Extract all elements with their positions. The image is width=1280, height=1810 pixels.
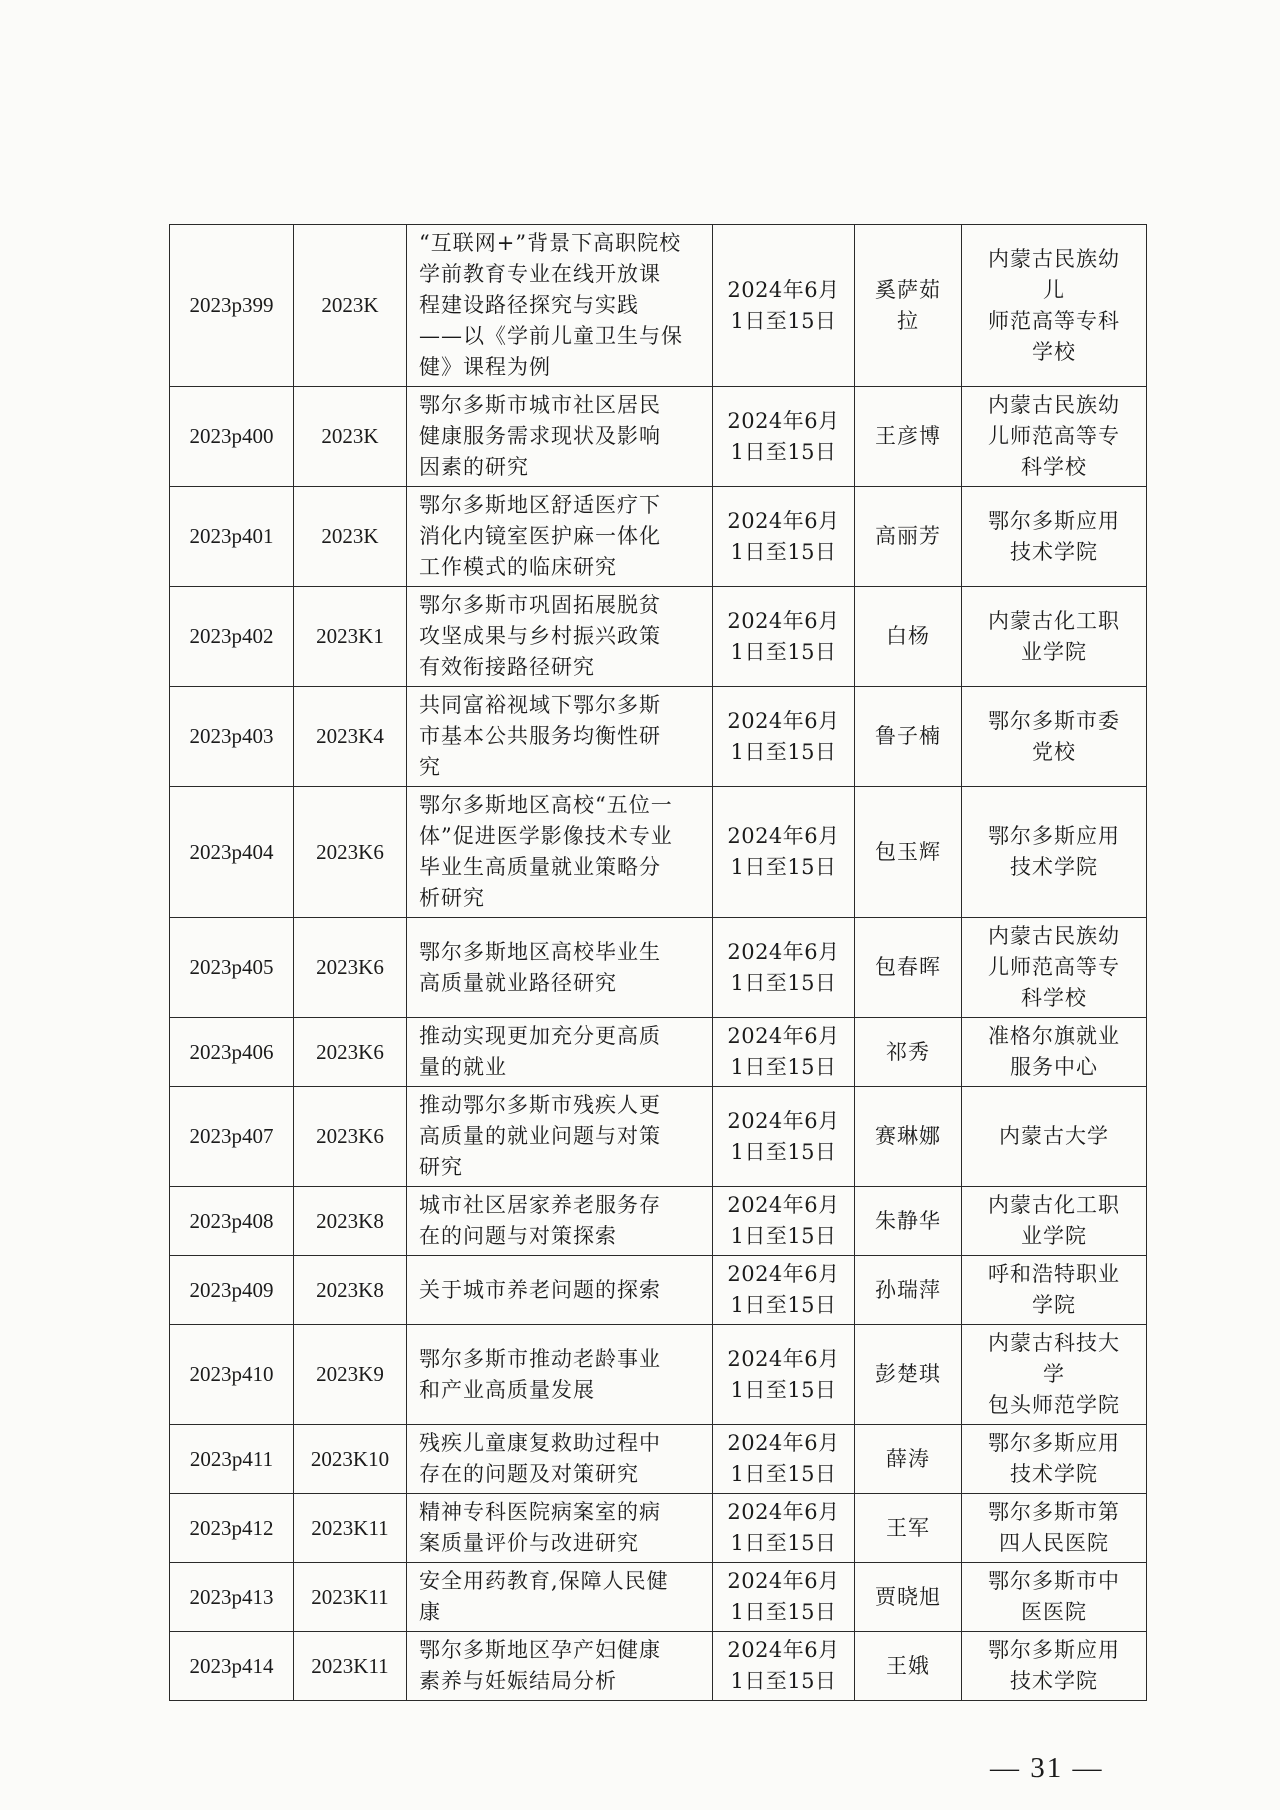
person-cell-line: 王彦博 <box>875 424 941 448</box>
institution-cell <box>962 687 1147 787</box>
date-cell-line: 2024年6月 <box>727 508 840 533</box>
project-title-cell-line: 康 <box>419 1600 441 1624</box>
category-code-cell: 2023K11 <box>294 1632 407 1701</box>
table-row <box>170 587 1147 687</box>
person-cell <box>855 1494 962 1563</box>
person-cell-line: 鲁子楠 <box>875 724 941 748</box>
category-code-cell: 2023K9 <box>294 1325 407 1425</box>
project-title-cell-line: 鄂尔多斯地区高校毕业生 <box>419 939 661 964</box>
person-cell <box>855 1087 962 1187</box>
date-cell-line: 2024年6月 <box>727 1569 840 1593</box>
person-cell-line: 彭楚琪 <box>875 1362 941 1386</box>
category-code-cell: 2023K11 <box>294 1563 407 1632</box>
person-cell <box>855 1563 962 1632</box>
date-cell-line: 2024年6月 <box>727 1193 840 1217</box>
date-cell-line: 2024年6月 <box>727 708 840 733</box>
project-title-cell-line: 高质量的就业问题与对策 <box>419 1124 661 1148</box>
person-cell-line: 高丽芳 <box>875 524 941 548</box>
date-cell-line: 2024年6月 <box>727 1638 840 1662</box>
person-cell <box>855 1018 962 1087</box>
person-cell <box>855 1325 962 1425</box>
project-title-cell <box>407 1187 713 1256</box>
project-table <box>169 224 1147 1701</box>
table-row <box>170 1018 1147 1087</box>
project-id-cell: 2023p405 <box>170 918 294 1018</box>
institution-cell <box>962 225 1147 387</box>
project-title-cell-line: 程建设路径探究与实践 <box>419 293 639 317</box>
person-cell <box>855 1187 962 1256</box>
date-cell <box>713 1187 855 1256</box>
date-cell <box>713 487 855 587</box>
project-title-cell <box>407 1563 713 1632</box>
date-cell-line: 1日至15日 <box>730 1600 837 1624</box>
date-cell-line: 2024年6月 <box>727 608 840 633</box>
date-cell <box>713 787 855 918</box>
project-title-cell-line: 鄂尔多斯市巩固拓展脱贫 <box>419 593 661 617</box>
institution-cell-line: 科学校 <box>1021 986 1087 1010</box>
project-title-cell-line: 鄂尔多斯地区孕产妇健康 <box>419 1638 661 1662</box>
project-title-cell-line: 在的问题与对策探索 <box>419 1224 617 1248</box>
category-code-cell: 2023K <box>294 387 407 487</box>
date-cell-line: 1日至15日 <box>730 539 837 564</box>
institution-cell-line: 内蒙古化工职 <box>988 1193 1120 1217</box>
institution-cell-line: 内蒙古民族幼 <box>988 393 1120 417</box>
project-id-cell: 2023p404 <box>170 787 294 918</box>
institution-cell <box>962 787 1147 918</box>
table-row <box>170 1632 1147 1701</box>
person-cell-line: 王娥 <box>886 1653 930 1678</box>
category-code-cell: 2023K8 <box>294 1256 407 1325</box>
institution-cell-line: 技术学院 <box>1010 539 1098 564</box>
date-cell-line: 2024年6月 <box>727 1346 840 1371</box>
project-title-cell-line: 安全用药教育,保障人民健 <box>419 1569 669 1593</box>
category-code-cell: 2023K6 <box>294 1087 407 1187</box>
institution-cell-line: 学 <box>1043 1362 1065 1386</box>
date-cell-line: 2024年6月 <box>727 939 840 964</box>
institution-cell-line: 四人民医院 <box>999 1531 1109 1555</box>
institution-cell-line: 技术学院 <box>1010 1462 1098 1486</box>
date-cell-line: 1日至15日 <box>730 739 837 764</box>
date-cell-line: 2024年6月 <box>727 277 840 302</box>
institution-cell-line: 技术学院 <box>1010 855 1098 879</box>
table-row <box>170 1425 1147 1494</box>
project-id-cell: 2023p413 <box>170 1563 294 1632</box>
project-title-cell <box>407 918 713 1018</box>
project-id-cell: 2023p406 <box>170 1018 294 1087</box>
table-row <box>170 1563 1147 1632</box>
date-cell <box>713 1256 855 1325</box>
institution-cell-line: 儿 <box>1043 277 1065 302</box>
institution-cell-line: 党校 <box>1032 739 1076 764</box>
project-title-cell-line: 鄂尔多斯地区舒适医疗下 <box>419 493 661 517</box>
institution-cell-line: 鄂尔多斯应用 <box>988 1638 1120 1662</box>
category-code-cell: 2023K10 <box>294 1425 407 1494</box>
person-cell <box>855 1256 962 1325</box>
person-cell-line: 奚萨茹 <box>875 277 941 302</box>
date-cell-line: 1日至15日 <box>730 1462 837 1486</box>
project-title-cell <box>407 1087 713 1187</box>
project-title-cell-line: 究 <box>419 755 441 779</box>
date-cell-line: 2024年6月 <box>727 1024 840 1048</box>
project-title-cell-line: 学前教育专业在线开放课 <box>419 262 661 286</box>
person-cell <box>855 587 962 687</box>
institution-cell-line: 内蒙古民族幼 <box>988 246 1120 271</box>
project-id-cell: 2023p410 <box>170 1325 294 1425</box>
date-cell-line: 2024年6月 <box>727 1108 840 1133</box>
date-cell <box>713 1425 855 1494</box>
person-cell <box>855 918 962 1018</box>
project-title-cell-line: 存在的问题及对策研究 <box>419 1462 639 1486</box>
date-cell <box>713 1325 855 1425</box>
institution-cell-line: 学校 <box>1032 339 1076 364</box>
table-row <box>170 1494 1147 1563</box>
institution-cell <box>962 1325 1147 1425</box>
person-cell-line: 白杨 <box>886 624 930 648</box>
institution-cell-line: 鄂尔多斯市第 <box>988 1500 1120 1524</box>
table-row <box>170 687 1147 787</box>
person-cell <box>855 787 962 918</box>
date-cell-line: 1日至15日 <box>730 1224 837 1248</box>
institution-cell-line: 服务中心 <box>1010 1055 1098 1079</box>
project-title-cell-line: 量的就业 <box>419 1055 507 1079</box>
table-row <box>170 1087 1147 1187</box>
project-title-cell-line: 健康服务需求现状及影响 <box>419 424 661 448</box>
person-cell-line: 包玉辉 <box>875 839 941 864</box>
project-title-cell-line: 精神专科医院病案室的病 <box>419 1500 661 1524</box>
institution-cell-line: 呼和浩特职业 <box>988 1262 1120 1286</box>
project-title-cell-line: 和产业高质量发展 <box>419 1377 595 1402</box>
person-cell-line: 贾晓旭 <box>875 1584 941 1609</box>
institution-cell-line: 师范高等专科 <box>988 308 1120 333</box>
institution-cell <box>962 587 1147 687</box>
project-id-cell: 2023p408 <box>170 1187 294 1256</box>
date-cell-line: 1日至15日 <box>730 970 837 995</box>
project-id-cell: 2023p411 <box>170 1425 294 1494</box>
institution-cell <box>962 1256 1147 1325</box>
date-cell-line: 1日至15日 <box>730 1139 837 1164</box>
project-title-cell-line: 关于城市养老问题的探索 <box>419 1277 661 1302</box>
project-id-cell: 2023p402 <box>170 587 294 687</box>
institution-cell-line: 业学院 <box>1021 639 1087 664</box>
date-cell <box>713 687 855 787</box>
project-title-cell-line: 有效衔接路径研究 <box>419 655 595 679</box>
date-cell-line: 1日至15日 <box>730 1669 837 1693</box>
project-title-cell-line: 鄂尔多斯市推动老龄事业 <box>419 1346 661 1371</box>
category-code-cell: 2023K6 <box>294 787 407 918</box>
date-cell <box>713 918 855 1018</box>
institution-cell <box>962 1087 1147 1187</box>
category-code-cell: 2023K4 <box>294 687 407 787</box>
project-title-cell-line: 推动鄂尔多斯市残疾人更 <box>419 1093 661 1117</box>
project-title-cell <box>407 787 713 918</box>
date-cell <box>713 1563 855 1632</box>
project-title-cell-line: 研究 <box>419 1155 463 1179</box>
table-row <box>170 1256 1147 1325</box>
project-id-cell: 2023p409 <box>170 1256 294 1325</box>
person-cell-line: 包春晖 <box>875 955 941 979</box>
institution-cell <box>962 918 1147 1018</box>
date-cell-line: 2024年6月 <box>727 1431 840 1455</box>
project-title-cell-line: 毕业生高质量就业策略分 <box>419 855 661 879</box>
institution-cell-line: 内蒙古民族幼 <box>988 924 1120 948</box>
institution-cell <box>962 1187 1147 1256</box>
project-title-cell <box>407 387 713 487</box>
project-title-cell-line: 体”促进医学影像技术专业 <box>419 824 673 848</box>
person-cell-line: 朱静华 <box>875 1208 941 1233</box>
project-title-cell-line: 析研究 <box>419 886 485 910</box>
person-cell-line: 王军 <box>886 1515 930 1540</box>
date-cell-line: 1日至15日 <box>730 1055 837 1079</box>
table-row <box>170 918 1147 1018</box>
table-row <box>170 1325 1147 1425</box>
project-title-cell <box>407 1018 713 1087</box>
institution-cell-line: 鄂尔多斯应用 <box>988 824 1120 848</box>
date-cell-line: 1日至15日 <box>730 639 837 664</box>
project-title-cell-line: ——以《学前儿童卫生与保 <box>419 324 683 348</box>
project-id-cell: 2023p400 <box>170 387 294 487</box>
person-cell-line: 薛涛 <box>886 1446 930 1471</box>
project-id-cell: 2023p407 <box>170 1087 294 1187</box>
table-body <box>170 225 1147 1701</box>
project-title-cell <box>407 1494 713 1563</box>
institution-cell-line: 医医院 <box>1021 1600 1087 1624</box>
date-cell-line: 1日至15日 <box>730 1531 837 1555</box>
project-title-cell-line: 推动实现更加充分更高质 <box>419 1024 661 1048</box>
table-row <box>170 487 1147 587</box>
institution-cell-line: 内蒙古化工职 <box>988 608 1120 633</box>
institution-cell-line: 包头师范学院 <box>988 1393 1120 1417</box>
project-id-cell: 2023p401 <box>170 487 294 587</box>
category-code-cell: 2023K8 <box>294 1187 407 1256</box>
person-cell-line: 祁秀 <box>886 1039 930 1064</box>
institution-cell-line: 内蒙古大学 <box>999 1124 1109 1148</box>
project-id-cell: 2023p399 <box>170 225 294 387</box>
table-row <box>170 387 1147 487</box>
person-cell <box>855 225 962 387</box>
date-cell-line: 1日至15日 <box>730 855 837 879</box>
project-title-cell <box>407 225 713 387</box>
person-cell-line: 孙瑞萍 <box>875 1277 941 1302</box>
project-title-cell-line: 工作模式的临床研究 <box>419 555 617 579</box>
institution-cell-line: 鄂尔多斯应用 <box>988 1431 1120 1455</box>
project-title-cell-line: 残疾儿童康复救助过程中 <box>419 1431 661 1455</box>
category-code-cell: 2023K1 <box>294 587 407 687</box>
project-title-cell-line: 高质量就业路径研究 <box>419 970 617 995</box>
category-code-cell: 2023K11 <box>294 1494 407 1563</box>
category-code-cell: 2023K <box>294 225 407 387</box>
institution-cell-line: 内蒙古科技大 <box>988 1331 1120 1355</box>
project-title-cell <box>407 1425 713 1494</box>
category-code-cell: 2023K <box>294 487 407 587</box>
project-id-cell: 2023p412 <box>170 1494 294 1563</box>
date-cell <box>713 587 855 687</box>
project-title-cell-line: 消化内镜室医护麻一体化 <box>419 524 661 548</box>
institution-cell-line: 鄂尔多斯市委 <box>988 708 1120 733</box>
date-cell-line: 2024年6月 <box>727 1262 840 1286</box>
date-cell-line: 1日至15日 <box>730 308 837 333</box>
institution-cell-line: 科学校 <box>1021 455 1087 479</box>
category-code-cell: 2023K6 <box>294 1018 407 1087</box>
institution-cell <box>962 387 1147 487</box>
date-cell <box>713 225 855 387</box>
institution-cell-line: 鄂尔多斯市中 <box>988 1569 1120 1593</box>
project-title-cell <box>407 587 713 687</box>
date-cell <box>713 1087 855 1187</box>
institution-cell <box>962 1425 1147 1494</box>
project-title-cell-line: 城市社区居家养老服务存 <box>419 1193 661 1217</box>
person-cell-line: 赛琳娜 <box>875 1124 941 1148</box>
person-cell <box>855 1632 962 1701</box>
date-cell <box>713 1632 855 1701</box>
table-row <box>170 787 1147 918</box>
date-cell <box>713 387 855 487</box>
project-title-cell-line: 共同富裕视域下鄂尔多斯 <box>419 693 661 717</box>
project-title-cell-line: 素养与妊娠结局分析 <box>419 1669 617 1693</box>
date-cell-line: 1日至15日 <box>730 1377 837 1402</box>
institution-cell-line: 准格尔旗就业 <box>988 1024 1120 1048</box>
date-cell-line: 2024年6月 <box>727 408 840 433</box>
institution-cell-line: 技术学院 <box>1010 1669 1098 1693</box>
date-cell-line: 1日至15日 <box>730 1293 837 1317</box>
project-title-cell-line: 因素的研究 <box>419 455 529 479</box>
project-title-cell <box>407 687 713 787</box>
project-title-cell-line: 案质量评价与改进研究 <box>419 1531 639 1555</box>
project-id-cell: 2023p414 <box>170 1632 294 1701</box>
institution-cell <box>962 1494 1147 1563</box>
project-title-cell-line: “互联网+”背景下高职院校 <box>419 231 682 255</box>
institution-cell-line: 儿师范高等专 <box>988 424 1120 448</box>
page-number: — 31 — <box>990 1752 1104 1784</box>
table-row <box>170 225 1147 387</box>
institution-cell <box>962 487 1147 587</box>
person-cell <box>855 387 962 487</box>
institution-cell-line: 业学院 <box>1021 1224 1087 1248</box>
date-cell-line: 1日至15日 <box>730 439 837 464</box>
project-title-cell <box>407 1256 713 1325</box>
project-title-cell-line: 市基本公共服务均衡性研 <box>419 724 661 748</box>
project-id-cell: 2023p403 <box>170 687 294 787</box>
institution-cell <box>962 1563 1147 1632</box>
project-title-cell-line: 攻坚成果与乡村振兴政策 <box>419 624 661 648</box>
institution-cell-line: 学院 <box>1032 1293 1076 1317</box>
institution-cell <box>962 1632 1147 1701</box>
project-title-cell-line: 鄂尔多斯地区高校“五位一 <box>419 793 673 817</box>
person-cell-line: 拉 <box>897 308 919 333</box>
table-row <box>170 1187 1147 1256</box>
person-cell <box>855 487 962 587</box>
person-cell <box>855 687 962 787</box>
project-title-cell-line: 鄂尔多斯市城市社区居民 <box>419 393 661 417</box>
project-title-cell <box>407 1632 713 1701</box>
category-code-cell: 2023K6 <box>294 918 407 1018</box>
date-cell-line: 2024年6月 <box>727 824 840 848</box>
date-cell <box>713 1494 855 1563</box>
institution-cell-line: 儿师范高等专 <box>988 955 1120 979</box>
date-cell <box>713 1018 855 1087</box>
project-title-cell-line: 健》课程为例 <box>419 355 551 379</box>
institution-cell-line: 鄂尔多斯应用 <box>988 508 1120 533</box>
institution-cell <box>962 1018 1147 1087</box>
person-cell <box>855 1425 962 1494</box>
date-cell-line: 2024年6月 <box>727 1500 840 1524</box>
project-title-cell <box>407 487 713 587</box>
project-title-cell <box>407 1325 713 1425</box>
